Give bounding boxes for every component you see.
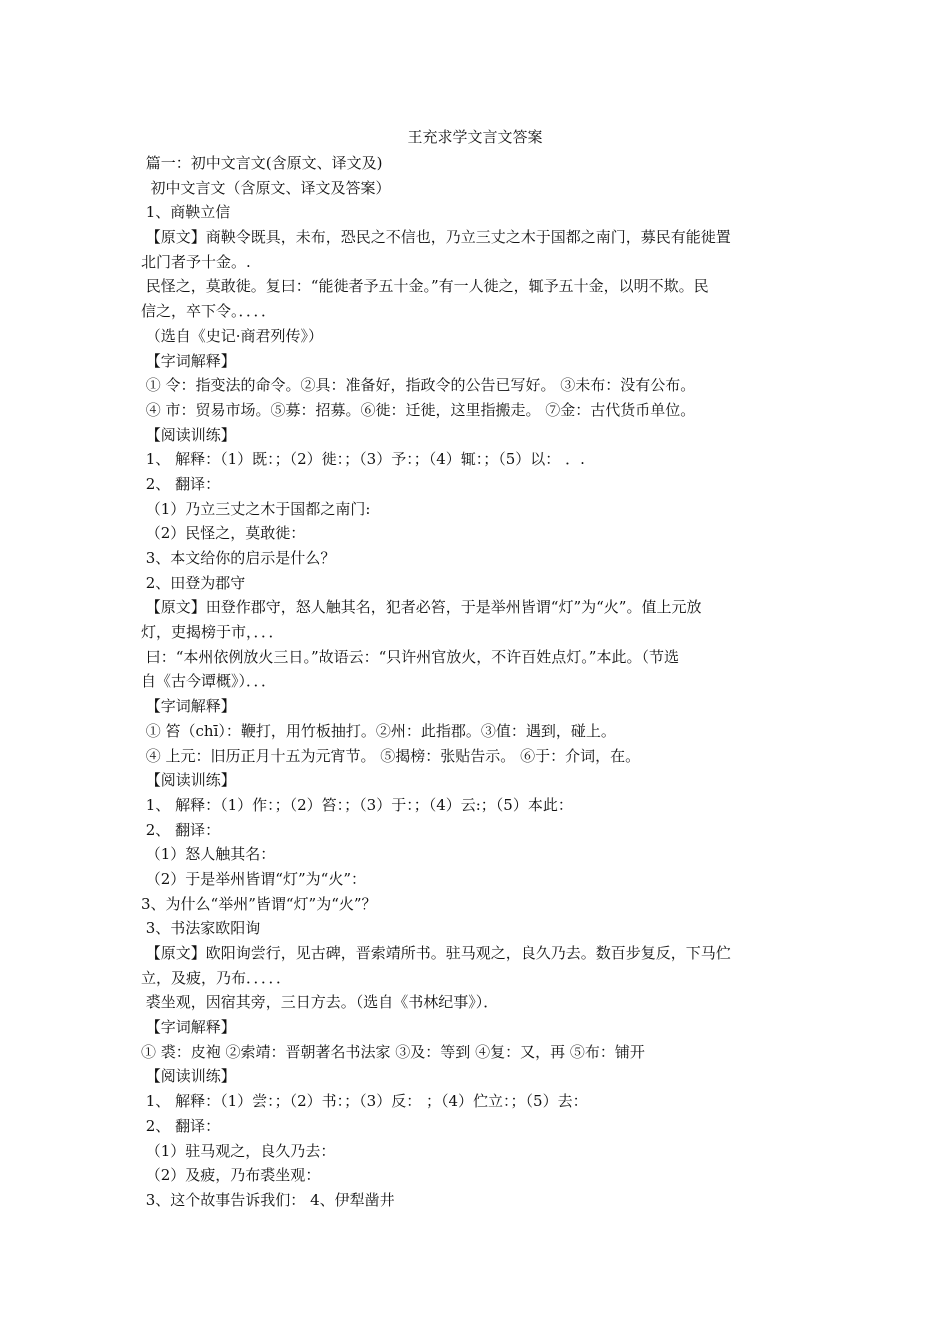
text-line: 裘坐观，因宿其旁，三日方去。（选自《书林纪事》）． [141,993,499,1012]
text-line: ④ 上元：旧历正月十五为元宵节。 ⑤揭榜：张贴告示。 ⑥于：介词，在。 [141,746,641,765]
text-line: 【原文】商鞅令既具，未布，恐民之不信也，乃立三丈之木于国都之南门，募民有能徙置 [141,228,731,247]
text-line: （选自《史记·商君列传》） [141,326,324,345]
text-line: 【字词解释】 [141,351,236,370]
text-line: （2）于是举州皆谓“灯”为“火”： [141,869,366,888]
text-line: 2、 翻译： [141,1116,221,1135]
text-line: 2、 翻译： [141,820,221,839]
text-line: 3、这个故事告诉我们： 4、伊犁凿井 [141,1190,395,1209]
text-line: 【阅读训练】 [141,771,236,790]
text-line: 曰：“本州依例放火三日。”故语云：“只许州官放火，不许百姓点灯。”本此。（节选 [141,647,679,666]
text-line: 3、书法家欧阳询 [141,919,261,938]
text-line: 【阅读训练】 [141,425,236,444]
text-line: ④ 市：贸易市场。⑤募：招募。⑥徙：迁徙，这里指搬走。 ⑦金：古代货币单位。 [141,400,696,419]
text-line: 初中文言文（含原文、译文及答案） [141,178,391,197]
text-line: 3、本文给你的启示是什么？ [141,549,336,567]
text-line: ① 令：指变法的命令。②具：准备好，指政令的公告已写好。 ③未布：没有公布。 [141,376,696,395]
text-line: 立，及疲，乃布．．．．． [141,968,292,987]
text-line: 【阅读训练】 [141,1067,236,1086]
text-line: 1、 解释：（1）尝：；（2）书：；（3）反： ；（4）伫立：；（5）去： [141,1092,588,1111]
text-line: 【原文】田登作郡守，怒人触其名，犯者必笞，于是举州皆谓“灯”为“火”。值上元放 [141,598,702,617]
text-line: （1）乃立三丈之木于国都之南门: [141,499,371,518]
document-title: 王充求学文言文答案 [407,128,543,146]
text-line: ① 笞（chī）：鞭打，用竹板抽打。②州：此指郡。③值：遇到，碰上。 [141,721,616,740]
text-line: 1、 解释：（1）作：；（2）笞：；（3）于：；（4）云:；（5）本此： [141,795,573,814]
text-line: 北门者予十金。. [141,252,251,271]
text-line: 信之，卒下令。．．．． [141,302,277,321]
text-line: 1、 解释：（1）既：；（2）徙：；（3）予：；（4）辄：；（5）以： ．. [141,450,585,469]
text-line: 自《古今谭概》）．．． [141,672,277,691]
text-line: （1）驻马观之，良久乃去： [141,1141,336,1160]
text-line: （2）民怪之，莫敢徙： [141,524,306,543]
text-line: 1、商鞅立信 [141,203,231,222]
text-line: 篇一：初中文言文(含原文、译文及) [141,154,383,172]
text-line: 【原文】欧阳询尝行，见古碑，晋索靖所书。驻马观之，良久乃去。数百步复反，下马伫 [141,944,731,962]
text-line: 民怪之，莫敢徙。复曰：“能徙者予五十金。”有一人徙之，辄予五十金，以明不欺。民 [141,277,709,296]
text-line: （1）怒人触其名： [141,845,276,864]
text-line: 2、田登为郡守 [141,573,246,592]
text-line: 2、 翻译： [141,474,221,493]
text-line: 灯，吏揭榜于市，．．． [141,623,284,642]
text-line: 【字词解释】 [141,1018,236,1037]
text-line: 3、为什么“举州”皆谓“灯”为“火”？ [141,894,377,913]
text-line: ① 裘：皮袍 ②索靖：晋朝著名书法家 ③及：等到 ④复：又，再 ⑤布：铺开 [141,1042,645,1061]
document-body [141,151,811,1213]
text-line: （2）及疲，乃布裘坐观： [141,1166,321,1185]
text-line: 【字词解释】 [141,697,236,716]
